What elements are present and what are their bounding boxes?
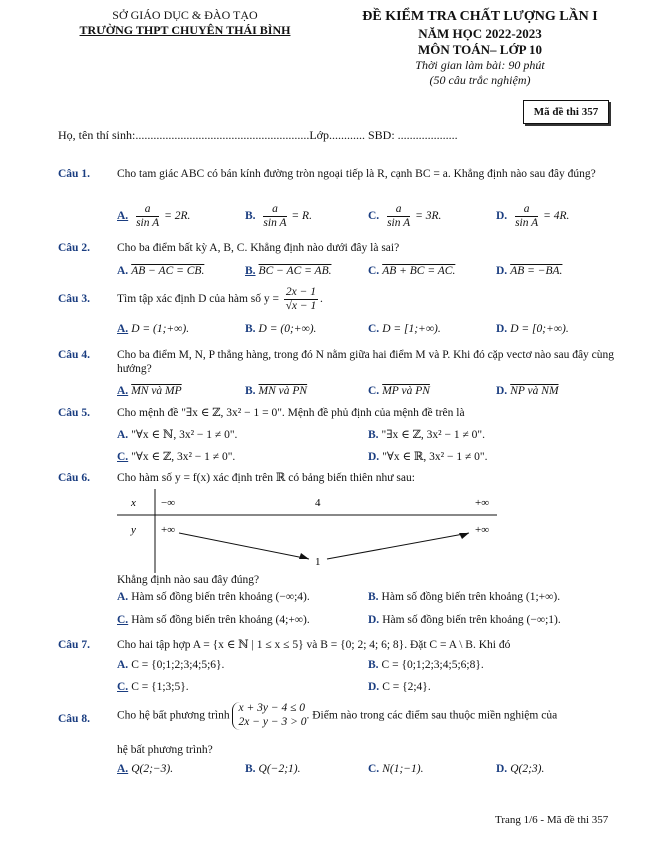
table-x-minus-inf: −∞ xyxy=(161,497,176,509)
arrow-increase-head xyxy=(459,533,469,539)
q8-label: Câu 8. xyxy=(58,713,90,725)
subject: MÔN TOÁN– LỚP 10 xyxy=(417,41,543,57)
q8-text-line2: hệ bất phương trình? xyxy=(117,744,213,756)
q1-option-c[interactable]: C. $\frac{a}{\text{sin A}}$ = 3R. xyxy=(368,203,442,229)
q5-option-b[interactable]: B. "∃x ∈ ℤ, 3x² − 1 ≠ 0". xyxy=(368,429,485,441)
exam-title: ĐỀ KIỂM TRA CHẤT LƯỢNG LẦN I xyxy=(362,9,598,24)
q6-text: Cho hàm số y = f(x) xác định trên ℝ có bảng biến thiên như sau: xyxy=(117,472,415,484)
q2-option-d[interactable]: D. AB = −BA. xyxy=(496,265,563,277)
q3-option-a[interactable]: A. D = (1;+∞). xyxy=(117,323,190,335)
q5-option-a[interactable]: A. "∀x ∈ ℕ, 3x² − 1 ≠ 0". xyxy=(117,429,238,441)
q5-option-d[interactable]: D. "∀x ∈ ℝ, 3x² − 1 ≠ 0". xyxy=(368,451,488,463)
header-left xyxy=(60,8,310,38)
q8-text: Cho hệ bất phương trình x + 3y − 4 ≤ 0 2x − y − 3 > 0 . Điểm nào trong các điểm sau thuộc miền nghiệm của xyxy=(117,702,558,728)
table-y-plus-inf-left: +∞ xyxy=(161,524,176,536)
q6-option-b[interactable]: B. Hàm số đồng biến trên khoảng (1;+∞). xyxy=(368,591,561,603)
q5-text: Cho mệnh đề "∃x ∈ ℤ, 3x² − 1 = 0". Mệnh đề phủ định của mệnh đề trên là xyxy=(117,407,465,419)
q7-option-b[interactable]: B. C = {0;1;2;3;4;5;6;8}. xyxy=(368,659,484,671)
q3-option-c[interactable]: C. D = [1;+∞). xyxy=(368,323,441,335)
page-footer: Trang 1/6 - Mã đề thi 357 xyxy=(495,814,609,826)
q5-option-c[interactable]: C. "∀x ∈ ℤ, 3x² − 1 ≠ 0". xyxy=(117,451,236,463)
table-y-min: 1 xyxy=(315,556,321,568)
q4-text: Cho ba điểm M, N, P thẳng hàng, trong đó N nằm giữa hai điểm M và P. Khi đó cặp vectơ nào sau đây cùng hướng? xyxy=(117,349,615,376)
q4-option-a[interactable]: A. MN và MP xyxy=(117,385,182,397)
q7-option-a[interactable]: A. C = {0;1;2;3;4;5;6}. xyxy=(117,659,225,671)
inequality-system: x + 3y − 4 ≤ 0 2x − y − 3 > 0 xyxy=(232,702,306,730)
arrow-decrease-head xyxy=(299,553,309,559)
student-info-line: Họ, tên thí sinh:..........................................................Lớp............ SBD: .................... xyxy=(58,128,458,142)
arrow-increase xyxy=(327,533,469,559)
q8-option-c[interactable]: C. N(1;−1). xyxy=(368,763,424,775)
table-x-4: 4 xyxy=(315,497,321,509)
arrow-decrease xyxy=(179,533,309,559)
q2-label: Câu 2. xyxy=(58,242,90,254)
q6-option-c[interactable]: C. Hàm số đồng biến trên khoảng (4;+∞). xyxy=(117,614,310,626)
q6-option-a[interactable]: A. Hàm số đồng biến trên khoảng (−∞;4). xyxy=(117,591,310,603)
table-y-label: y xyxy=(131,524,136,536)
q3-label: Câu 3. xyxy=(58,293,90,305)
variation-table xyxy=(117,489,497,573)
table-y-plus-inf-right: +∞ xyxy=(475,524,490,536)
table-x-label: x xyxy=(131,497,136,509)
exam-time: Thời gian làm bài: 90 phút xyxy=(415,58,545,72)
exam-code-box: Mã đề thi 357 xyxy=(523,100,609,124)
q8-option-d[interactable]: D. Q(2;3). xyxy=(496,763,545,775)
table-x-plus-inf: +∞ xyxy=(475,497,490,509)
q6-question: Khẳng định nào sau đây đúng? xyxy=(117,574,260,586)
q1-option-d[interactable]: D. $\frac{a}{\text{sin A}}$ = 4R. xyxy=(496,203,570,229)
q8-option-b[interactable]: B. Q(−2;1). xyxy=(245,763,301,775)
q3-text: Tìm tập xác định D của hàm số y = $\frac{2x - 1}{√x - 1}$ . xyxy=(117,286,323,312)
q2-option-c[interactable]: C. AB + BC = AC. xyxy=(368,265,456,277)
q4-option-c[interactable]: C. MP và PN xyxy=(368,385,430,397)
q2-option-b[interactable]: B. BC − AC = AB. xyxy=(245,265,332,277)
q7-label: Câu 7. xyxy=(58,639,90,651)
q3-option-d[interactable]: D. D = [0;+∞). xyxy=(496,323,569,335)
q7-option-d[interactable]: D. C = {2;4}. xyxy=(368,681,431,693)
q4-label: Câu 4. xyxy=(58,349,90,361)
q2-option-a[interactable]: A. AB − AC = CB. xyxy=(117,265,205,277)
question-count: (50 câu trắc nghiệm) xyxy=(429,73,531,87)
q6-option-d[interactable]: D. Hàm số đồng biến trên khoảng (−∞;1). xyxy=(368,614,561,626)
q1-option-a[interactable]: A. $\frac{a}{\text{sin A}}$ = 2R. xyxy=(117,203,191,229)
q4-option-d[interactable]: D. NP và NM xyxy=(496,385,559,397)
q2-text: Cho ba điểm bất kỳ A, B, C. Khẳng định nào dưới đây là sai? xyxy=(117,242,400,254)
q6-label: Câu 6. xyxy=(58,472,90,484)
q8-option-a[interactable]: A. Q(2;−3). xyxy=(117,763,174,775)
q3-option-b[interactable]: B. D = (0;+∞). xyxy=(245,323,317,335)
q1-text: Cho tam giác ABC có bán kính đường tròn ngoại tiếp là R, cạnh BC = a. Khẳng định nào sau đây đúng? xyxy=(117,168,596,180)
header-right xyxy=(330,8,630,88)
q7-option-c[interactable]: C. C = {1;3;5}. xyxy=(117,681,189,693)
school-year: NĂM HỌC 2022-2023 xyxy=(418,25,542,41)
q4-option-b[interactable]: B. MN và PN xyxy=(245,385,308,397)
dept-name: SỞ GIÁO DỤC & ĐÀO TẠO xyxy=(112,8,258,22)
q5-label: Câu 5. xyxy=(58,407,90,419)
q7-text: Cho hai tập hợp A = {x ∈ ℕ | 1 ≤ x ≤ 5} và B = {0; 2; 4; 6; 8}. Đặt C = A \ B. Khi đó xyxy=(117,639,511,651)
school-name: TRƯỜNG THPT CHUYÊN THÁI BÌNH xyxy=(79,23,291,37)
q1-label: Câu 1. xyxy=(58,168,90,180)
q1-option-b[interactable]: B. $\frac{a}{\text{sin A}}$ = R. xyxy=(245,203,312,229)
